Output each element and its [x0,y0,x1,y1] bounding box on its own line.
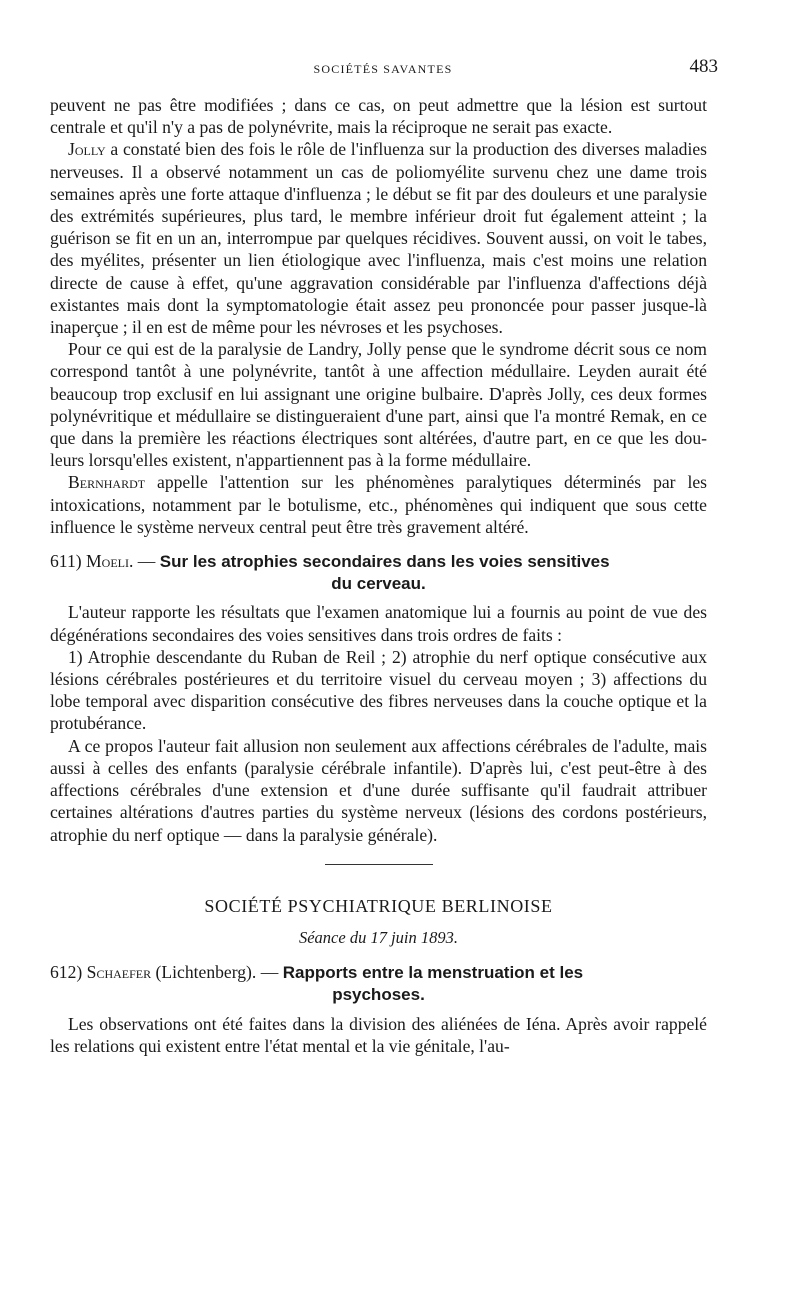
running-title: SOCIÉTÉS SAVANTES [313,62,453,76]
paragraph-611-intro: L'auteur rapporte les résultats que l'examen anatomique lui a fournis au point de vue des dégénérations secondaires des voies sensitives dans trois ordres de faits : [50,602,707,645]
section-divider [325,864,433,865]
paragraph-611-list: 1) Atrophie descendante du Ruban de Reil ; 2) atrophie du nerf optique consécutive aux lésions cérébrales postérieures et du territoire visuel du cerveau moyen ; 3) affections du lobe temporal avec disparition consécutive des fibres nerveuses dans la couche optique et la protubérance. [50,646,707,734]
paragraph-landry: Pour ce qui est de la paralysie de Landry, Jolly pense que le syndrome décrit sous ce nom correspond tantôt à une polynévrite, tantôt à une affection médullaire. Leyden aurait été beaucoup trop exclusif en lui assignant une origine bulbaire. D'après Jolly, ces deux formes polynévritique et médullaire se distingueraient d'une part, ainsi que l'a montré Remak, en ce que dans la première les réactions électriques sont altérées, d'autre part, en ce que les douleurs lorsqu'elles existent, n'appartiennent pas à la forme médullaire. [50,339,707,471]
section-number: 611) [50,551,82,572]
section-heading-611 [50,550,707,595]
author-place: (Lichtenberg). [151,962,257,983]
paragraph-bernhardt [50,471,707,538]
section-title: Sur les atrophies secondaires dans les voies sensitives [159,552,610,572]
heading-dash: — [260,962,279,983]
society-heading: SOCIÉTÉ PSYCHIATRIQUE BERLINOISE [204,895,553,916]
paragraph-612-intro: Les observations ont été faites dans la division des aliénées de Iéna. Après avoir rappelé les relations qui existent entre l'état mental et la vie génitale, l'au- [50,1013,707,1056]
page-header [48,56,718,82]
section-title: Rapports entre la menstruation et les [282,963,584,983]
section-title-continued: du cerveau. [331,574,426,594]
paragraph-text: appelle l'attention sur les phénomènes paralytiques déterminés par les intoxications, notamment par le botulisme, etc., phénomènes qui indiquent que sous cette influence le système nerveux central peut être très gravement altéré. [50,472,707,537]
paragraph-jolly [50,138,707,338]
section-author: Moeli. [86,551,134,572]
page-body [50,94,707,1057]
heading-dash: — [137,551,156,572]
author-name: Jolly [68,139,106,160]
paragraph-continuation: peuvent ne pas être modifiées ; dans ce cas, on peut admettre que la lésion est surtout centrale et qu'il n'y a pas de polynévrite, mais la réciproque ne serait pas exacte. [50,95,707,138]
page-number: 483 [689,56,718,77]
section-author: Schaefer [86,962,152,983]
session-date: Séance du 17 juin 1893. [298,927,458,947]
section-number: 612) [50,962,83,983]
section-heading-612 [50,961,707,1006]
paragraph-611-discussion: A ce propos l'auteur fait allusion non seulement aux affections cérébrales de l'adulte, mais aussi à celles des enfants (paralysie cérébrale infantile). D'après lui, c'est peut-être à des affections cérébrales d'une extension et d'une durée suffisante qu'il faudrait attribuer certaines altérations d'autres parties du système nerveux (lésions des cordons postérieurs, atrophie du nerf optique — dans la paralysie générale). [50,735,707,845]
author-name: Bernhardt [68,472,146,493]
paragraph-text: a constaté bien des fois le rôle de l'influenza sur la production des diverses maladies nerveuses. Il a observé notamment un cas de poliomyélite survenu chez une dame trois semaines après une forte attaque d'influenza ; le début se fit par des douleurs et une paralysie des extrémités supérieures, plus tard, le membre inférieur droit fut également atteint ; la guérison se fit en un an, interrompue par quelques récidives. Souvent aussi, on voit le tabes, des myélites, présenter un lien étiologique avec l'influenza, mais c'est moins une relation directe de cause à effet, qu'une aggravation considérable par l'influenza d'affections déjà existantes mais dont la symptomatologie était assez peu prononcée pour passer jusque-là inaperçue ; il en est de même pour les névroses et les psychoses. [50,139,707,338]
section-title-continued: psychoses. [332,985,425,1005]
